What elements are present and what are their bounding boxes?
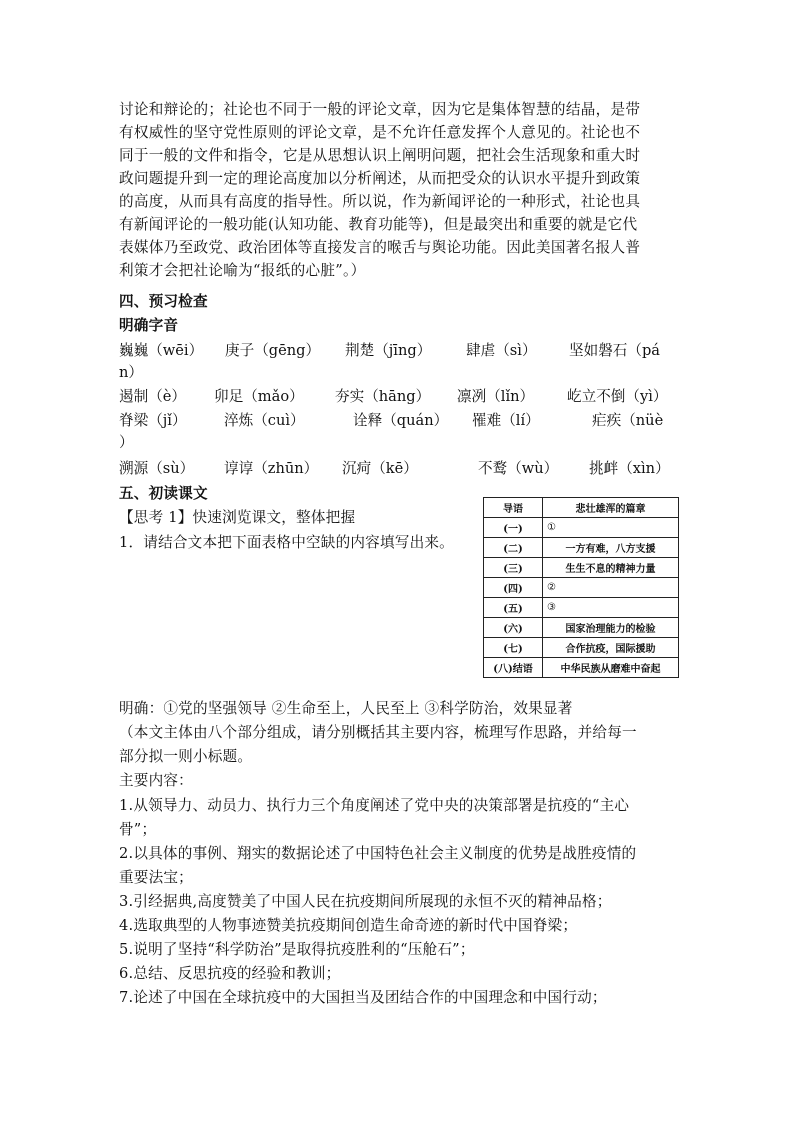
content-item: 7.论述了中国在全球抗疫中的大国担当及团结合作的中国理念和中国行动；	[119, 989, 607, 1006]
pinyin-item: 沉疴（kē）	[342, 460, 418, 477]
table-cell-section: (四)	[484, 578, 543, 598]
paragraph-line: 讨论和辩论的；社论也不同于一般的评论文章，因为它是集体智慧的结晶，是带	[119, 101, 641, 118]
pinyin-item: 诠释（quán）	[353, 412, 449, 429]
table-header-cell: 悲壮雄浑的篇章	[543, 498, 679, 518]
pinyin-item: ）	[119, 434, 134, 451]
table-cell-section: (一)	[484, 518, 543, 538]
think-prompt: 【思考 1】快速浏览课文，整体把握	[119, 509, 356, 526]
main-content-title: 主要内容：	[119, 772, 193, 789]
table-cell-title: 一方有难，八方支援	[543, 538, 679, 558]
table-cell-section: (二)	[484, 538, 543, 558]
table-cell-section: (七)	[484, 638, 543, 658]
content-item: 5.说明了坚持“科学防治”是取得抗疫胜利的“压舱石”；	[119, 941, 475, 958]
pinyin-item: 凛冽（lǐn）	[457, 388, 535, 405]
table-cell-title: ③	[543, 598, 679, 618]
pinyin-item: 肆虐（sì）	[466, 342, 537, 359]
pinyin-item: 巍巍（wēi）	[119, 342, 204, 359]
note-line: 部分拟一则小标题。	[119, 748, 253, 765]
table-cell-section: (三)	[484, 558, 543, 578]
pinyin-item: 淬炼（cuì）	[224, 412, 305, 429]
paragraph-line: 政问题提升到一定的理论高度加以分析阐述，从而把受众的认识水平提升到政策	[119, 170, 641, 187]
pinyin-item: 溯源（sù）	[119, 460, 195, 477]
content-item: 重要法宝；	[119, 869, 193, 886]
paragraph-line: 有新闻评论的一般功能(认知功能、教育功能等)，但是最突出和重要的就是它代	[119, 216, 638, 233]
note-line: （本文主体由八个部分组成，请分别概括其主要内容，梳理写作思路，并给每一	[119, 724, 637, 741]
content-item: 骨”；	[119, 821, 157, 838]
table-row	[484, 538, 679, 558]
subheading-pronunciation: 明确字音	[119, 317, 179, 334]
table-row	[484, 638, 679, 658]
content-item: 3.引经据典,高度赞美了中国人民在抗疫期间所展现的永恒不灭的精神品格；	[119, 893, 612, 910]
pinyin-item: 疟疾（nüè	[592, 412, 664, 429]
pinyin-item: 庚子（gēng）	[225, 342, 321, 359]
pinyin-item: 夯实（hāng）	[335, 388, 431, 405]
pinyin-item: 屹立不倒（yì）	[567, 388, 668, 405]
pinyin-item: 坚如磐石（pá	[569, 342, 661, 359]
table-header-row	[484, 498, 679, 518]
table-cell-section: (五)	[484, 598, 543, 618]
content-item: 4.选取典型的人物事迹赞美抗疫期间创造生命奇迹的新时代中国脊梁；	[119, 917, 578, 934]
pinyin-item: 荆楚（jīng）	[345, 342, 432, 359]
pinyin-item: 遏制（è）	[119, 388, 187, 405]
pinyin-item: n）	[119, 364, 143, 381]
table-cell-title: 生生不息的精神力量	[543, 558, 679, 578]
table-cell-title: ②	[543, 578, 679, 598]
table-row	[484, 558, 679, 578]
pinyin-item: 脊梁（jǐ）	[119, 412, 187, 429]
table-row	[484, 658, 679, 678]
answer-line: 明确：①党的坚强领导 ②生命至上，人民至上 ③科学防治，效果显著	[119, 700, 573, 717]
question-1: 1．请结合文本把下面表格中空缺的内容填写出来。	[119, 534, 454, 551]
content-item: 2.以具体的事例、翔实的数据论述了中国特色社会主义制度的优势是战胜疫情的	[119, 845, 637, 862]
table-cell-title: 合作抗疫，国际援助	[543, 638, 679, 658]
pinyin-item: 罹难（lí）	[472, 412, 540, 429]
section-heading-first-reading: 五、初读课文	[119, 485, 208, 502]
table-cell-title: 中华民族从磨难中奋起	[543, 658, 679, 678]
table-header-cell: 导语	[484, 498, 543, 518]
structure-table	[483, 497, 679, 678]
paragraph-line: 的高度，从而具有高度的指导性。所以说，作为新闻评论的一种形式，社论也具	[119, 193, 641, 210]
paragraph-line: 利策才会把社论喻为“报纸的心脏”。）	[119, 262, 366, 279]
paragraph-line: 有权威性的坚守党性原则的评论文章，是不允许任意发挥个人意见的。社论也不	[119, 124, 641, 141]
table-cell-section: (八)结语	[484, 658, 543, 678]
table-row	[484, 618, 679, 638]
content-item: 6.总结、反思抗疫的经验和教训；	[119, 965, 341, 982]
table-row	[484, 578, 679, 598]
pinyin-item: 不鹜（wù）	[478, 460, 559, 477]
section-heading-preview: 四、预习检查	[119, 293, 208, 310]
table-row	[484, 598, 679, 618]
paragraph-line: 表媒体乃至政党、政治团体等直接发言的喉舌与舆论功能。因此美国著名报人普	[119, 239, 641, 256]
pinyin-item: 谆谆（zhūn）	[224, 460, 319, 477]
table-row	[484, 518, 679, 538]
pinyin-item: 卯足（mǎo）	[214, 388, 304, 405]
pinyin-item: 挑衅（xìn）	[589, 460, 670, 477]
table-cell-title: 国家治理能力的检验	[543, 618, 679, 638]
paragraph-line: 同于一般的文件和指令，它是从思想认识上阐明问题，把社会生活现象和重大时	[119, 147, 641, 164]
table-cell-section: (六)	[484, 618, 543, 638]
table-cell-title: ①	[543, 518, 679, 538]
content-item: 1.从领导力、动员力、执行力三个角度阐述了党中央的决策部署是抗疫的“主心	[119, 797, 630, 814]
